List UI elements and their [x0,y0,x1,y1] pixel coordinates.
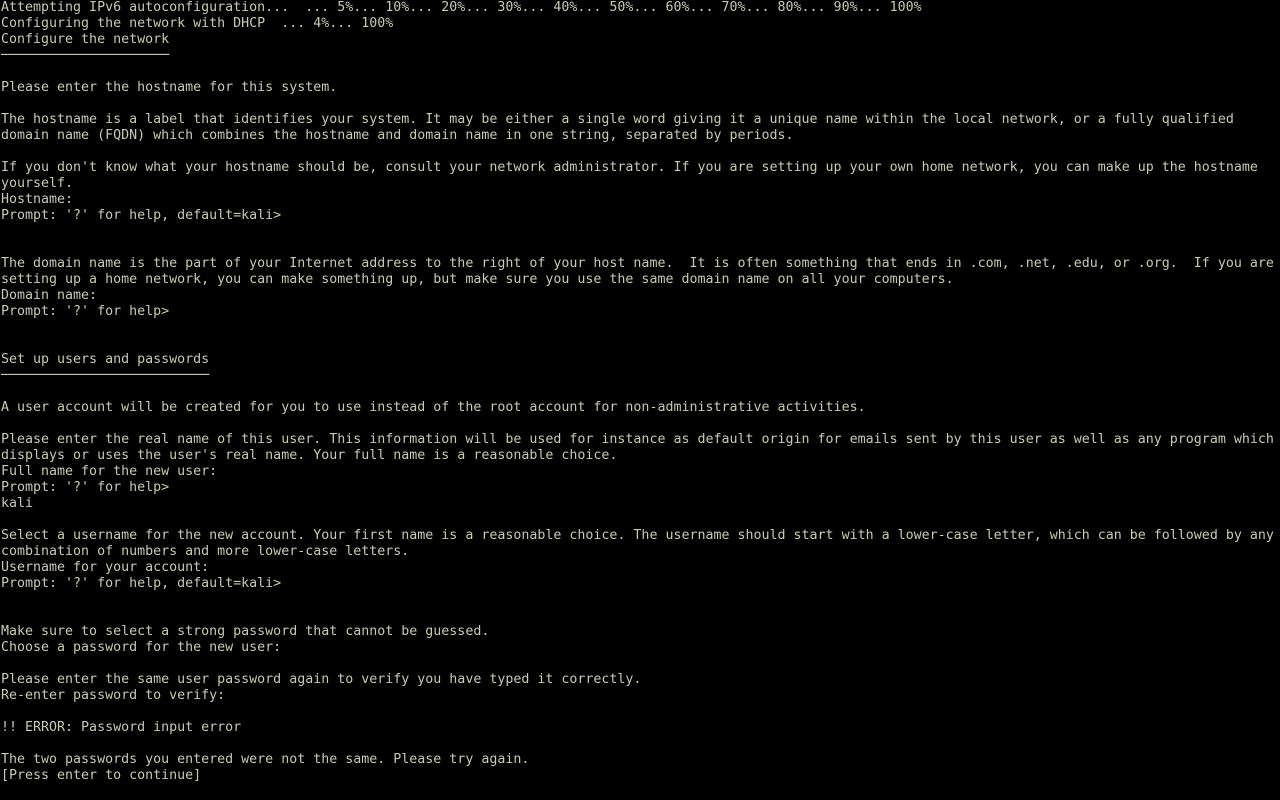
terminal-line: Please enter the real name of this user. This information will be used for instance as default origin for emails sent by this user as well as any program which [1,432,1274,447]
terminal-line: Please enter the hostname for this system. [1,80,338,95]
terminal-line: The two passwords you entered were not the same. Please try again. [1,752,530,767]
terminal-blank-line [0,608,1280,624]
terminal-blank-line [0,512,1280,528]
terminal-line: Prompt: '?' for help, default=kali> [1,576,282,591]
terminal-blank-line [0,336,1280,352]
terminal-line: Make sure to select a strong password that cannot be guessed. [1,624,490,639]
terminal-line: Prompt: '?' for help> [1,304,170,319]
terminal-blank-line [0,704,1280,720]
terminal-blank-line [0,736,1280,752]
terminal-blank-line [0,384,1280,400]
terminal-blank-line [0,416,1280,432]
terminal-line: Hostname: [1,192,74,207]
terminal-line: Attempting IPv6 autoconfiguration... ... 5%... 10%... 20%... 30%... 40%... 50%... 60%... 70%... 80%... 90%... 100% [1,0,922,15]
terminal-line: Choose a password for the new user: [1,640,282,655]
terminal-blank-line [0,320,1280,336]
terminal-line: Domain name: [1,288,98,303]
terminal-blank-line [0,64,1280,80]
terminal-line: yourself. [1,176,74,191]
terminal-line: The domain name is the part of your Internet address to the right of your host name. It is often something that ends in .com, .net, .edu, or .org. If you are [1,256,1274,271]
terminal-line: Re-enter password to verify: [1,688,226,703]
terminal-blank-line [0,224,1280,240]
terminal-line: setting up a home network, you can make something up, but make sure you use the same domain name on all your computers. [1,272,954,287]
terminal-blank-line [0,240,1280,256]
terminal-line: Configuring the network with DHCP ... 4%... 100% [1,16,394,31]
terminal-blank-line [0,592,1280,608]
terminal-line: A user account will be created for you to use instead of the root account for non-administrative activities. [1,400,866,415]
terminal-line: Prompt: '?' for help, default=kali> [1,208,282,223]
terminal-line: combination of numbers and more lower-case letters. [1,544,410,559]
terminal-line: Configure the network [1,32,170,47]
terminal-line: [Press enter to continue] [1,768,202,783]
terminal-line: Username for your account: [1,560,210,575]
terminal-line: kali [1,496,34,511]
terminal-line: Prompt: '?' for help> [1,480,170,495]
terminal-blank-line [0,656,1280,672]
terminal-line: The hostname is a label that identifies your system. It may be either a single word giving it a unique name within the local network, or a fully qualified [1,112,1234,127]
terminal-line: Select a username for the new account. Your first name is a reasonable choice. The username should start with a lower-case letter, which can be followed by any [1,528,1274,543]
terminal-line: Full name for the new user: [1,464,218,479]
terminal-blank-line [0,96,1280,112]
terminal-blank-line [0,144,1280,160]
terminal-line: domain name (FQDN) which combines the hostname and domain name in one string, separated by periods. [1,128,794,143]
terminal-line: If you don't know what your hostname should be, consult your network administrator. If you are setting up your own home network, you can make up the hostname [1,160,1258,175]
terminal-line: ───────────────────── [1,48,170,63]
terminal-line: ────────────────────────── [1,368,210,383]
terminal-line: Set up users and passwords [1,352,210,367]
terminal-line: displays or uses the user's real name. Your full name is a reasonable choice. [1,448,618,463]
terminal-line: !! ERROR: Password input error [1,720,242,735]
terminal-line: Please enter the same user password again to verify you have typed it correctly. [1,672,642,687]
